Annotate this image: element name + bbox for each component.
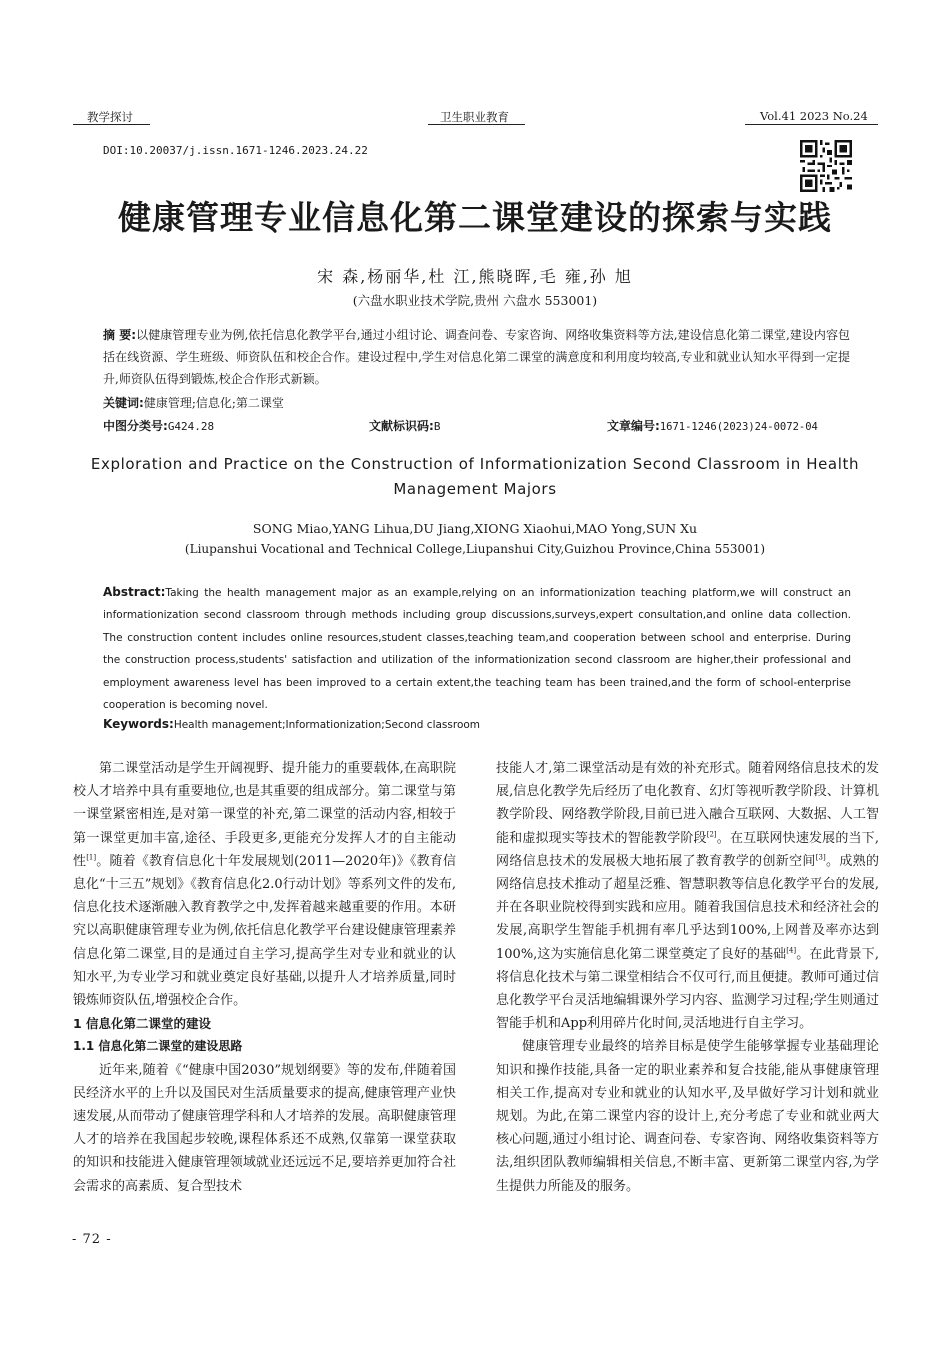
citation: [1] <box>86 853 97 862</box>
english-authors: SONG Miao,YANG Lihua,DU Jiang,XIONG Xiaohui,MAO Yong,SUN Xu <box>252 521 698 536</box>
header-rule-center <box>428 124 525 125</box>
paper-title: 健康管理专业信息化第二课堂建设的探索与实践 <box>118 198 832 237</box>
document-code-value: B <box>433 420 441 433</box>
keywords-cn-text: 健康管理;信息化;第二课堂 <box>143 396 284 410</box>
qr-code-icon <box>800 140 852 192</box>
article-number-label: 文章编号: <box>607 419 660 433</box>
article-number <box>607 417 818 434</box>
english-title: Exploration and Practice on the Construction of Informationization Second Classroom in Health Management Majors <box>90 455 860 498</box>
keywords-cn-label: 关键词: <box>103 396 144 410</box>
clc-number <box>103 417 214 434</box>
authors: 宋 森,杨丽华,杜 江,熊晓晖,毛 雍,孙 旭 <box>317 267 633 286</box>
affiliation: (六盘水职业技术学院,贵州 六盘水 553001) <box>352 293 598 308</box>
document-code <box>369 417 440 434</box>
citation: [4] <box>786 946 797 955</box>
citation: [2] <box>706 830 717 839</box>
paragraph-text: 第二课堂活动是学生开阔视野、提升能力的重要载体,在高职院校人才培养中具有重要地位,也是其重要的组成部分。第二课堂与第一课堂紧密相连,是对第一课堂的补充,第二课堂的活动内容,相较于第一课堂更加丰富,途径、手段更多,更能充分发挥人才的自主能动性 <box>73 761 456 869</box>
subsection-heading: 1.1 信息化第二课堂的建设思路 <box>73 1039 243 1054</box>
keywords-cn <box>103 394 284 411</box>
abstract-cn <box>103 324 850 390</box>
header-section-label: 教学探讨 <box>87 110 133 124</box>
body-right-column <box>496 757 879 1198</box>
paragraph: 近年来,随着《“健康中国2030”规划纲要》等的发布,伴随着国民经济水平的上升以及国民对生活质量要求的提高,健康管理产业快速发展,从而带动了健康管理学科和人才培养的发展。高职健康管理人才的培养在我国起步较晚,课程体系还不成熟,仅靠第一课堂获取的知识和技能进入健康管理领域就业还远远不足,要培养更加符合社会需求的高素质、复合型技术 <box>73 1062 456 1194</box>
keywords-en-text: Health management;Informationization;Second classroom <box>173 719 481 731</box>
paragraph: 健康管理专业最终的培养目标是使学生能够掌握专业基础理论知识和操作技能,具备一定的职业素养和复合技能,能从事健康管理相关工作,提高对专业和就业的认知水平,及早做好学习计划和就业规划。为此,在第二课堂内容的设计上,充分考虑了专业和就业两大核心问题,通过小组讨论、调查问卷、专家咨询、网络收集资料等方法,组织团队教师编辑相关信息,不断丰富、更新第二课堂内容,为学生提供力所能及的服务。 <box>496 1039 879 1194</box>
english-affiliation: (Liupanshui Vocational and Technical College,Liupanshui City,Guizhou Province,China 553001) <box>184 542 766 556</box>
abstract-en-label: Abstract: <box>103 585 166 599</box>
header-volume-info: Vol.41 2023 No.24 <box>760 109 868 123</box>
keywords-en-label: Keywords: <box>103 717 174 731</box>
paragraph-text: 技能人才,第二课堂活动是有效的补充形式。随着网络信息技术的发展,信息化教学先后经历了电化教育、幻灯等视听教学阶段、计算机教学阶段、网络教学阶段,目前已进入融合互联网、大数据、人工智能和虚拟现实等技术的智能教学阶段 <box>496 761 879 846</box>
paragraph-text: 。在此背景下,将信息化技术与第二课堂相结合不仅可行,而且便捷。教师可通过信息化教学平台灵活地编辑课外学习内容、监测学习过程;学生则通过智能手机和App利用碎片化时间,灵活地进行自主学习。 <box>496 946 879 1032</box>
document-code-label: 文献标识码: <box>369 419 434 433</box>
header-rule-left <box>73 124 150 125</box>
paragraph-text: 。随着《教育信息化十年发展规划(2011—2020年)》《教育信息化“十三五”规划》《教育信息化2.0行动计划》等系列文件的发布,信息化技术逐渐融入教育教学之中,发挥着越来越重要的作用。本研究以高职健康管理专业为例,依托信息化教学平台建设健康管理素养信息化第二课堂,目的是通过自主学习,提高学生对专业和就业的认知水平,为专业学习和就业奠定良好基础,以提升人才培养质量,同时锻炼师资队伍,增强校企合作。 <box>73 853 456 1009</box>
citation: [3] <box>815 853 826 862</box>
body-left-column <box>73 757 456 1198</box>
paragraph-text: 。在互联网快速发展的当下,网络信息技术的发展极大地拓展了教育教学的创新空间 <box>496 830 879 869</box>
clc-value: G424.28 <box>167 420 215 433</box>
paragraph <box>496 757 879 1035</box>
abstract-en-text: Taking the health management major as an example,relying on an informationization teaching platform,we will construct an informationization second classroom through methods including group discussions,surveys,expert consultation,and online data collection. The construction content includes online resources,student classes,teaching team,and cooperation between school and enterprise. During the construction process,students' satisfaction and utilization of the informationization second classroom are higher,their professional and employment awareness level has been improved to a certain extent,the teaching team has been trained,and the form of school-enterprise cooperation is becoming novel. <box>103 587 851 712</box>
paragraph <box>73 757 456 1012</box>
abstract-cn-label: 摘 要: <box>103 328 137 342</box>
abstract-cn-text: 以健康管理专业为例,依托信息化教学平台,通过小组讨论、调查问卷、专家咨询、网络收集资料等方法,建设信息化第二课堂,建设内容包括在线资源、学生班级、师资队伍和校企合作。建设过程中,学生对信息化第二课堂的满意度和利用度均较高,专业和就业认知水平得到一定提升,师资队伍得到锻炼,校企合作形式新颖。 <box>103 328 850 386</box>
page-number: - 72 - <box>72 1232 112 1247</box>
abstract-en <box>103 581 851 716</box>
clc-label: 中图分类号: <box>103 419 168 433</box>
header-journal-name: 卫生职业教育 <box>440 110 509 124</box>
doi: DOI:10.20037/j.issn.1671-1246.2023.24.22 <box>103 144 368 157</box>
header-rule-right <box>745 124 878 125</box>
section-heading: 1 信息化第二课堂的建设 <box>73 1016 212 1032</box>
paragraph-text: 。成熟的网络信息技术推动了超星泛雅、智慧职教等信息化教学平台的发展,并在各职业院校得到实践和应用。随着我国信息技术和经济社会的发展,高职学生智能手机拥有率几乎达到100%,上网普及率亦达到100%,这为实施信息化第二课堂奠定了良好的基础 <box>496 853 879 962</box>
article-number-value: 1671-1246(2023)24-0072-04 <box>659 421 818 433</box>
keywords-en <box>103 717 480 731</box>
